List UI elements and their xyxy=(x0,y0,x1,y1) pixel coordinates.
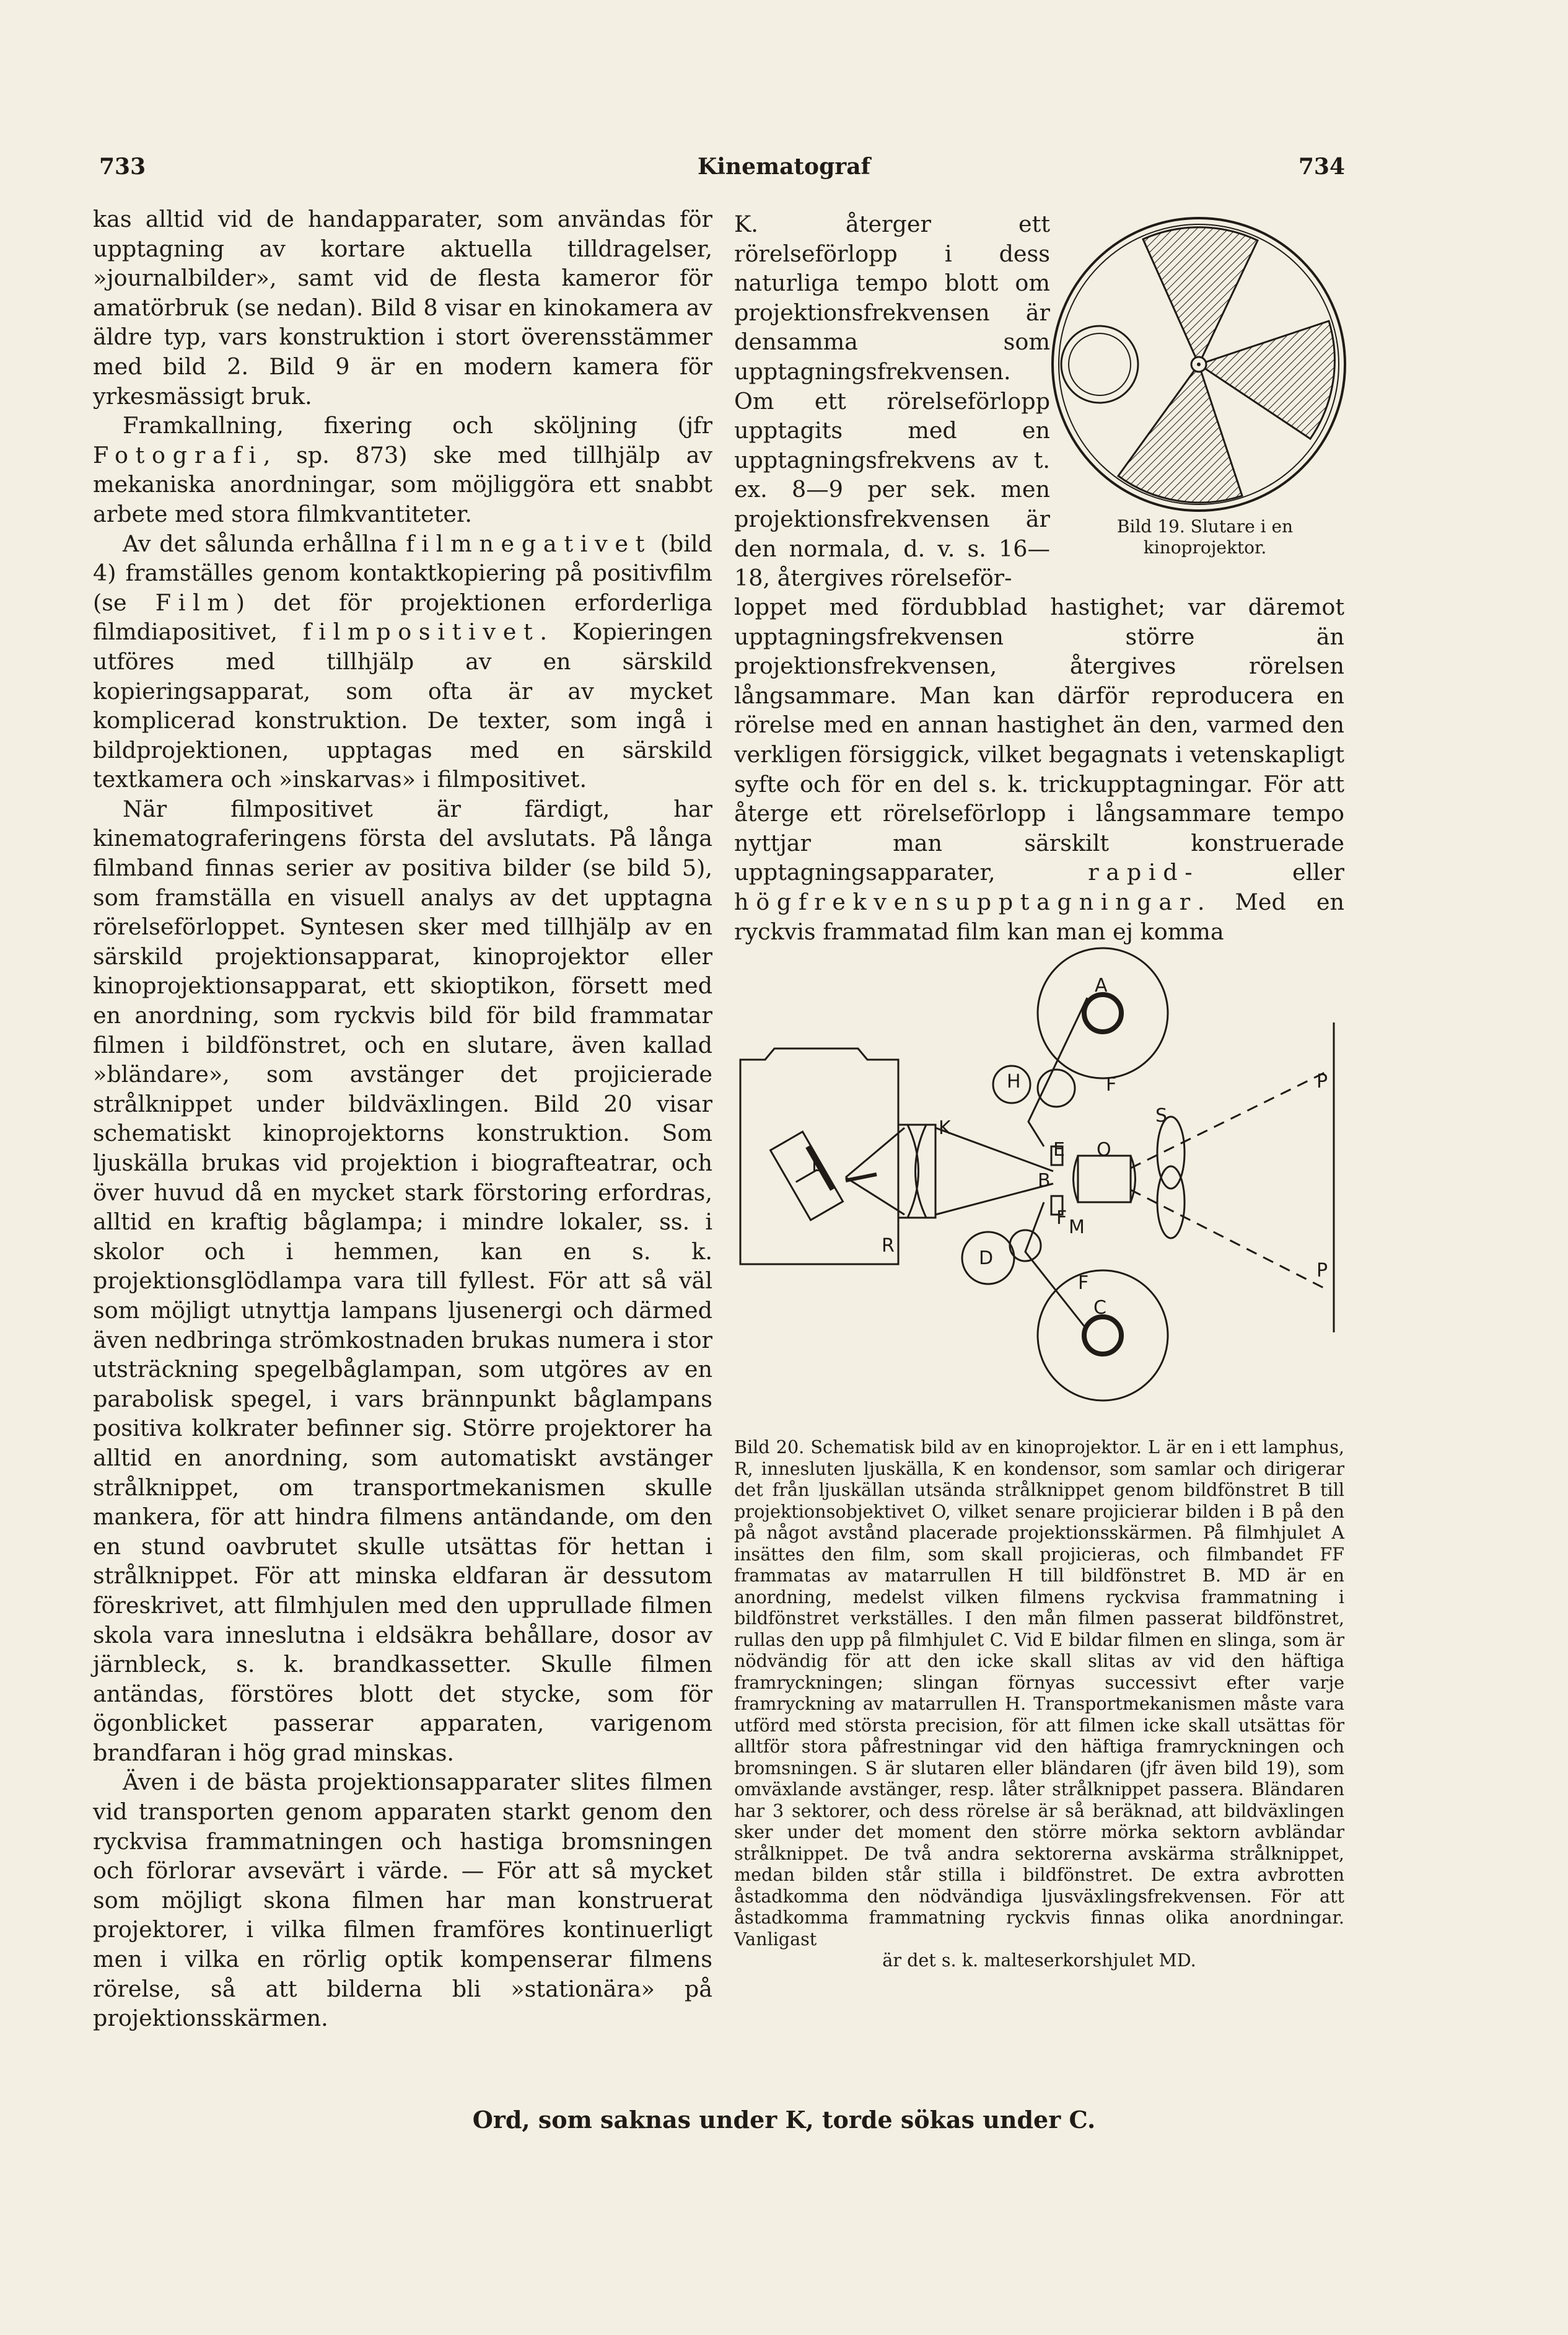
left-page-number: 733 xyxy=(99,154,146,180)
figure-19-caption: Bild 19. Slutare i en kinoprojektor. xyxy=(1116,516,1294,558)
paragraph: Av det sålunda erhållna filmnegativet (bild 4) framställes genom kontaktkopiering på positivfilm (se Film) det för projektionen erforderliga filmdiapositivet, filmpositivet. Kopieringen utföres med tillhjälp av en särskild kopieringsapparat, som ofta är av mycket komplicerad konstruktion. De texter, som ingå i bildprojektionen, upptagas med en särskild textkamera och »inskarvas» i filmpositivet. xyxy=(93,530,712,793)
svg-text:P: P xyxy=(1316,1071,1328,1093)
spaced-term: Fotografi xyxy=(93,441,263,468)
spaced-term: filmpositivet xyxy=(303,618,540,646)
svg-text:R: R xyxy=(882,1235,895,1257)
spaced-term: högfrekvensupptagningar xyxy=(734,888,1198,915)
shutter-drawing xyxy=(1044,216,1357,538)
svg-text:A: A xyxy=(1095,975,1108,996)
left-column xyxy=(93,204,712,2033)
svg-text:K: K xyxy=(939,1117,951,1139)
svg-text:F: F xyxy=(1078,1272,1089,1294)
paragraph: Framkallning, fixering och sköljning (jfr Fotografi, sp. 873) ske med tillhjälp av mekaniska anordningar, som möjliggöra ett snabbt arbete med stora filmkvantiteter. xyxy=(93,412,712,527)
footer-note: Ord, som saknas under K, torde sökas under C. xyxy=(472,2106,1096,2134)
paragraph: Även i de bästa projektionsapparater slites filmen vid transporten genom apparaten starkt genom den ryckvisa frammatningen och hastiga bromsningen och förlorar avsevärt i värde. — För att så mycket som möjligt skona filmen har man konstruerat projektorer, i vilka filmen framföres kontinuerligt men i vilka en rörlig optik kompenserar filmens rörelse, så att bilderna bli »stationära» på projektionsskärmen. xyxy=(93,1769,712,2032)
spaced-term: Film xyxy=(155,589,236,616)
spaced-term: rapid- xyxy=(1088,859,1200,886)
paragraph: kas alltid vid de handapparater, som användas för upptagning av kortare aktuella tilldragelser, »journalbilder», samt vid de flesta kameror för amatörbruk (se nedan). Bild 8 visar en kinokamera av äldre typ, vars konstruktion i stort överensstämmer med bild 2. Bild 9 är en modern kamera för yrkesmässigt bruk. xyxy=(93,206,712,410)
svg-text:S: S xyxy=(1155,1105,1168,1127)
svg-text:O: O xyxy=(1097,1139,1111,1161)
svg-text:C: C xyxy=(1093,1297,1106,1319)
spaced-term: filmnegativet xyxy=(406,530,652,557)
caption-text: Bild 20. Schematisk bild av en kinoprojektor. L är en i ett lamphus, R, innesluten ljuskälla, K en kondensor, som samlar och dirigerar det från ljuskällan utsända strålknippet genom bildfönstret B till projektionsobjektivet O, vilket senare projicierar bilden i B på den på något avstånd placerade projektionsskärmen. På filmhjulet A insättes den film, som skall projicieras, och filmbandet FF frammatas av matarrullen H till bildfönstret B. MD är en anordning, medelst vilken filmens ryckvisa frammatning i bildfönstret verkställes. I den mån filmen passerat bildfönstret, rullas den upp på filmhjulet C. Vid E bildar filmen en slinga, som är nödvändig för att den icke skall slitas av vid den häftiga framryckningen; slingan förnyas successivt efter varje framryckning av matarrullen H. Transportmekanismen måste vara utförd med största precision, för att filmen icke skall utsättas för alltför stora påfrestningar vid den häftiga framryckningen och bromsningen. S är slutaren eller bländaren (jfr även bild 19), som omväxlande avstänger, resp. låter strålknippet passera. Bländaren har 3 sektorer, och dess rörelse är så beräknad, att bildväxlingen sker under det moment den större mörka sektorn avbländar strålknippet. De två andra sektorerna avskärma strålknippet, medan bilden står stilla i bildfönstret. De extra avbrotten åstadkomma den nödvändiga ljusväxlingsfrekvensen. För att åstadkomma frammatning ryckvis finnas olika anordningar. Vanligast xyxy=(734,1436,1344,1950)
paragraph: K. återger ett rörelseförlopp i dess naturliga tempo blott om projektionsfrekvensen är densamma som upptagningsfrekvensen. Om ett rörelseförlopp upptagits med en upptagningsfrekvens av t. ex. 8—9 per sek. men projektionsfrekvensen är den normala, d. v. s. 16—18, återgives rörelseför- xyxy=(734,211,1050,592)
svg-text:E: E xyxy=(1053,1139,1065,1161)
right-column-top xyxy=(734,209,1050,593)
page-title: Kinematograf xyxy=(697,154,871,180)
svg-text:B: B xyxy=(1038,1170,1051,1192)
svg-text:P: P xyxy=(1316,1260,1328,1282)
figure-20-caption xyxy=(734,1436,1344,1971)
svg-text:M: M xyxy=(1069,1216,1085,1238)
paragraph: När filmpositivet är färdigt, har kinematograferingens första del avslutats. På långa filmband finnas serier av positiva bilder (se bild 5), som framställa en visuell analys av det upptagna rörelseförloppet. Syntesen sker med tillhjälp av en särskild projektionsapparat, kinoprojektor eller kinoprojektionsapparat, ett skioptikon, försett med en anordning, som ryckvis bild för bild frammatar filmen i bildfönstret, och en slutare, även kallad »bländare», som avstänger det projicierade strålknippet under bildväxlingen. Bild 20 visar schematiskt kinoprojektorns konstruktion. Som ljuskälla brukas vid projektion i biografteatrar, och över huvud då en mycket stark förstoring erfordras, alltid en kraftig båglampa; i mindre lokaler, ss. i skolor och i hemmen, kan en s. k. projektionsglödlampa vara till fyllest. För att så väl som möjligt utnyttja lampans ljusenergi och därmed även nedbringa strömkostnaden brukas numera i stor utsträckning spegelbåglampan, som utgöres av en parabolisk spegel, i vars brännpunkt båglampans positiva kolkrater befinner sig. Större projektorer ha alltid en anordning, som automatiskt avstänger strålknippet, om transportmekanismen skulle mankera, för att hindra filmens antändande, om den en stund oavbrutet skulle utsättas för hettan i strålknippet. För att minska eldfaran är dessutom föreskrivet, att filmhjulen med den upprullade filmen skola vara inneslutna i eldsäkra behållare, dosor av järnbleck, s. k. brandkassetter. Skulle filmen antändas, förstöres blott det stycke, som för ögonblicket passerar apparaten, varigenom brandfaran i hög grad minskas. xyxy=(93,795,712,1766)
caption-last-line: är det s. k. malteserkorshjulet MD. xyxy=(882,1950,1196,1971)
svg-text:H: H xyxy=(1007,1071,1021,1093)
projector-figure xyxy=(734,942,1354,1413)
svg-text:L: L xyxy=(812,1154,822,1176)
svg-text:F: F xyxy=(1106,1074,1117,1096)
shutter-figure xyxy=(1044,216,1357,538)
svg-text:F: F xyxy=(1056,1207,1067,1229)
svg-text:D: D xyxy=(979,1247,994,1269)
right-column-continuation xyxy=(734,592,1344,946)
right-page-number: 734 xyxy=(1298,154,1345,180)
projector-diagram xyxy=(734,942,1354,1413)
paragraph: loppet med fördubblad hastighet; var däremot upptagningsfrekvensen större än projektionsfrekvensen, återgives rörelsen långsammare. Man kan därför reproducera en rörelse med en annan hastighet än den, varmed den verkligen försiggick, vilket begagnats i vetenskapligt syfte och för en del s. k. trickupptagningar. För att återge ett rörelseförlopp i långsammare tempo nyttjar man särskilt konstruerade upptagningsapparater, rapid- eller högfrekvensupptagningar. Med en ryckvis frammatad film kan man ej komma xyxy=(734,594,1344,945)
